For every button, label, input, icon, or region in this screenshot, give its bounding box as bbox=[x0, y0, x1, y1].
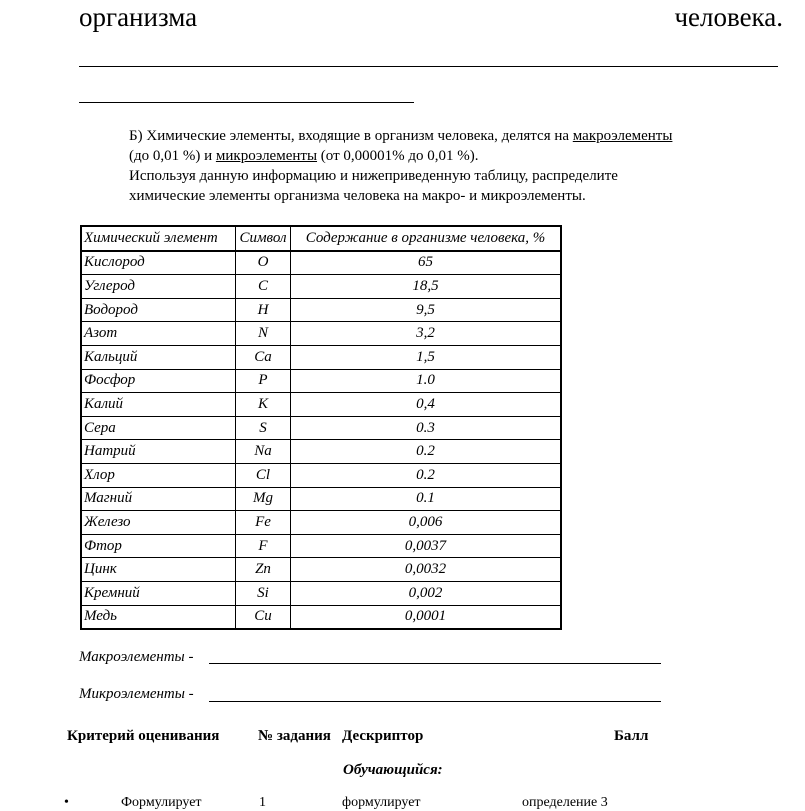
criteria-subheading: Обучающийся: bbox=[343, 762, 443, 778]
criteria-col-score: Балл bbox=[614, 728, 649, 744]
macro-label: Макроэлементы - bbox=[79, 649, 194, 665]
column-header: Символ bbox=[236, 226, 291, 251]
element-symbol-cell: Mg bbox=[236, 487, 291, 511]
element-name-cell: Цинк bbox=[81, 558, 236, 582]
answer-line[interactable] bbox=[79, 102, 414, 103]
element-content-cell: 0.3 bbox=[291, 416, 562, 440]
element-content-cell: 0.2 bbox=[291, 440, 562, 464]
element-symbol-cell: C bbox=[236, 275, 291, 299]
table-row bbox=[81, 605, 561, 629]
table-row bbox=[81, 558, 561, 582]
element-symbol-cell: Zn bbox=[236, 558, 291, 582]
table-row bbox=[81, 416, 561, 440]
element-content-cell: 0,006 bbox=[291, 511, 562, 535]
element-name-cell: Углерод bbox=[81, 275, 236, 299]
element-name-cell: Железо bbox=[81, 511, 236, 535]
header-word-right: человека. bbox=[674, 2, 783, 32]
table-row bbox=[81, 322, 561, 346]
element-name-cell: Фосфор bbox=[81, 369, 236, 393]
element-content-cell: 0,0037 bbox=[291, 534, 562, 558]
element-name-cell: Медь bbox=[81, 605, 236, 629]
element-content-cell: 65 bbox=[291, 251, 562, 275]
element-name-cell: Кальций bbox=[81, 345, 236, 369]
table-row bbox=[81, 298, 561, 322]
elements-table bbox=[80, 225, 562, 630]
element-content-cell: 0.2 bbox=[291, 463, 562, 487]
answer-line[interactable] bbox=[79, 66, 778, 67]
element-content-cell: 0,002 bbox=[291, 581, 562, 605]
table-header-row bbox=[81, 226, 561, 251]
element-content-cell: 1,5 bbox=[291, 345, 562, 369]
element-symbol-cell: K bbox=[236, 393, 291, 417]
element-symbol-cell: Cl bbox=[236, 463, 291, 487]
table-row bbox=[81, 251, 561, 275]
macro-term: макроэлементы bbox=[572, 128, 673, 144]
criteria-row-number: 1 bbox=[259, 795, 266, 810]
element-name-cell: Кремний bbox=[81, 581, 236, 605]
element-symbol-cell: P bbox=[236, 369, 291, 393]
element-content-cell: 3,2 bbox=[291, 322, 562, 346]
micro-term: микроэлементы bbox=[215, 148, 318, 164]
element-name-cell: Сера bbox=[81, 416, 236, 440]
element-name-cell: Фтор bbox=[81, 534, 236, 558]
element-content-cell: 0,0032 bbox=[291, 558, 562, 582]
header-word-left: организма bbox=[79, 2, 198, 32]
criteria-row-descriptor: формулирует bbox=[342, 795, 421, 810]
element-content-cell: 9,5 bbox=[291, 298, 562, 322]
element-name-cell: Калий bbox=[81, 393, 236, 417]
element-symbol-cell: O bbox=[236, 251, 291, 275]
paragraph-line bbox=[129, 126, 769, 146]
element-content-cell: 1.0 bbox=[291, 369, 562, 393]
table-row bbox=[81, 345, 561, 369]
element-symbol-cell: Ca bbox=[236, 345, 291, 369]
element-name-cell: Натрий bbox=[81, 440, 236, 464]
paragraph-text: (от 0,00001% до 0,01 %). bbox=[317, 148, 479, 164]
element-name-cell: Магний bbox=[81, 487, 236, 511]
macro-answer-line[interactable] bbox=[209, 663, 661, 664]
criteria-col-number: № задания bbox=[258, 728, 331, 744]
paragraph-text: (до 0,01 %) и bbox=[129, 148, 216, 164]
criteria-row-criterion: Формулирует bbox=[121, 795, 202, 810]
bullet-icon: • bbox=[64, 795, 69, 810]
element-content-cell: 0,4 bbox=[291, 393, 562, 417]
table-row bbox=[81, 534, 561, 558]
table-row bbox=[81, 275, 561, 299]
column-header: Содержание в организме человека, % bbox=[291, 226, 562, 251]
table-row bbox=[81, 487, 561, 511]
element-symbol-cell: N bbox=[236, 322, 291, 346]
element-name-cell: Хлор bbox=[81, 463, 236, 487]
table-row bbox=[81, 440, 561, 464]
table-row bbox=[81, 463, 561, 487]
element-symbol-cell: Si bbox=[236, 581, 291, 605]
paragraph-line bbox=[129, 146, 769, 166]
element-symbol-cell: S bbox=[236, 416, 291, 440]
table-row bbox=[81, 369, 561, 393]
element-symbol-cell: F bbox=[236, 534, 291, 558]
element-content-cell: 0.1 bbox=[291, 487, 562, 511]
criteria-col-descriptor: Дескриптор bbox=[342, 728, 424, 744]
element-content-cell: 18,5 bbox=[291, 275, 562, 299]
micro-answer-line[interactable] bbox=[209, 701, 661, 702]
table-row bbox=[81, 393, 561, 417]
paragraph-line: химические элементы организма человека на макро- и микроэлементы. bbox=[129, 188, 586, 204]
element-content-cell: 0,0001 bbox=[291, 605, 562, 629]
criteria-row-extra: определение 3 bbox=[522, 795, 608, 810]
column-header: Химический элемент bbox=[81, 226, 236, 251]
element-symbol-cell: Fe bbox=[236, 511, 291, 535]
element-name-cell: Азот bbox=[81, 322, 236, 346]
paragraph-text: Б) Химические элементы, входящие в организм человека, делятся на bbox=[129, 128, 573, 144]
element-name-cell: Водород bbox=[81, 298, 236, 322]
element-name-cell: Кислород bbox=[81, 251, 236, 275]
table-row bbox=[81, 511, 561, 535]
table-row bbox=[81, 581, 561, 605]
element-symbol-cell: Cu bbox=[236, 605, 291, 629]
task-paragraph bbox=[129, 126, 769, 206]
element-symbol-cell: Na bbox=[236, 440, 291, 464]
paragraph-line: Используя данную информацию и нижеприведенную таблицу, распределите bbox=[129, 168, 618, 184]
element-symbol-cell: H bbox=[236, 298, 291, 322]
criteria-col-criterion: Критерий оценивания bbox=[67, 728, 220, 744]
micro-label: Микроэлементы - bbox=[79, 686, 194, 702]
